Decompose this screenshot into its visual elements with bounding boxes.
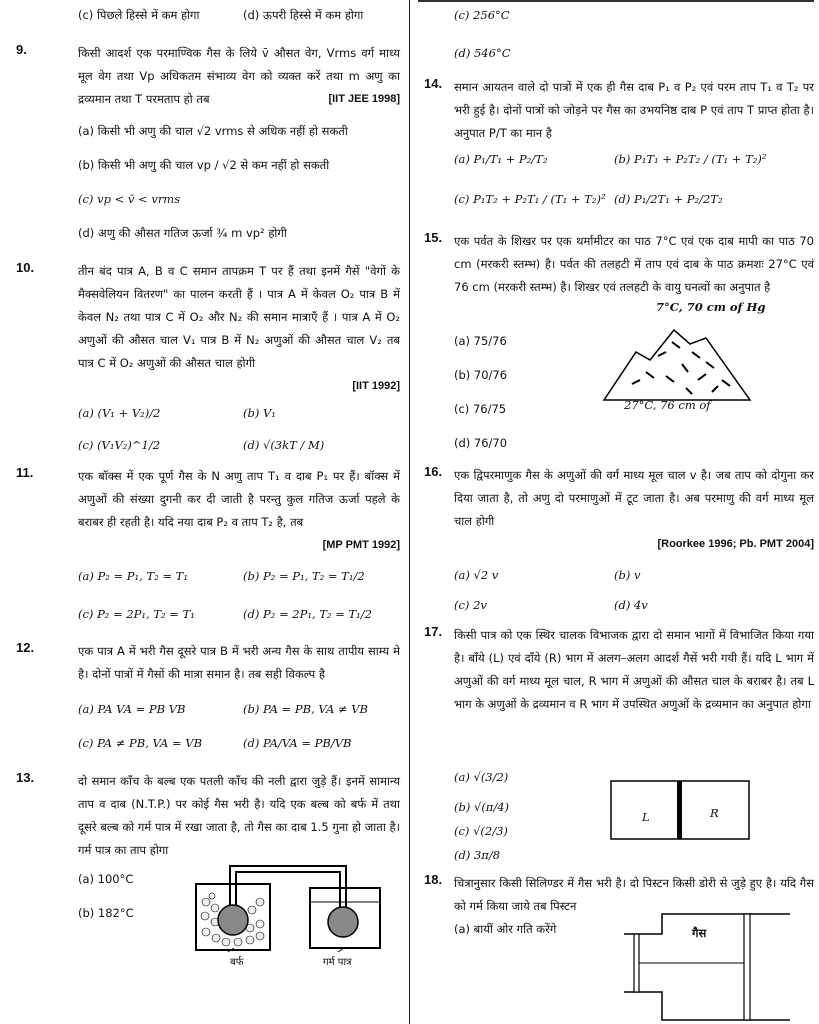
two-bulbs-figure: [188, 862, 388, 962]
option-d: (d) 546°C: [454, 46, 511, 60]
option-c: (c) √(2/3): [454, 824, 508, 838]
gas-label: गैस: [692, 926, 707, 940]
option-a: (a) P₁/T₁ + P₂/T₂: [454, 152, 548, 166]
large-piston: [744, 914, 750, 1020]
column-divider: [409, 0, 410, 1024]
partitioned-vessel-figure: [610, 780, 750, 840]
question-number: 10.: [16, 260, 35, 275]
question-number: 15.: [424, 230, 443, 245]
option-c: (c) vp < v̄ < vrms: [78, 192, 181, 206]
question-number: 18.: [424, 872, 443, 887]
right-part-label: R: [710, 806, 719, 820]
option-b: (b) 70/76: [454, 368, 508, 382]
option-d: (d) 4v: [614, 598, 648, 612]
option-a: (a) √2 v: [454, 568, 499, 582]
option-b: (b) 182°C: [78, 906, 134, 920]
option-d: (d) PA/VA = PB/VB: [243, 736, 352, 750]
option-c: (c) (V₁V₂)^1/2: [78, 438, 161, 452]
question-number: 16.: [424, 464, 443, 479]
option-c: (c) 76/75: [454, 402, 507, 416]
question-text: एक द्विपरमाणुक गैस के अणुओं की वर्ग माध्य मूल चाल v है। जब ताप को दोगुना कर दिया जाता है, तो अणु दो परमाणुओं में टूट जाता है। अब परमाणु की वर्ग माध्य मूल चाल होगी [Roorkee 1996; Pb. PMT 2004]: [454, 464, 814, 556]
ice-label: बर्फ: [230, 957, 244, 968]
option-b: (b) v: [614, 568, 641, 582]
option-c: (c) PA ≠ PB, VA = VB: [78, 736, 203, 750]
option-a: (a) (V₁ + V₂)/2: [78, 406, 161, 420]
option-d: (d) अणु की औसत गतिज ऊर्जा ¾ m vp² होगी: [78, 226, 287, 240]
top-rule: [418, 0, 814, 2]
exam-tag: [IIT 1992]: [352, 380, 400, 392]
question-number: 17.: [424, 624, 443, 639]
option-d: (d) ऊपरी हिस्से में कम होगा: [243, 8, 364, 22]
option-c: (c) पिछले हिस्से में कम होगा: [78, 8, 200, 22]
small-piston: [634, 934, 639, 992]
question-text: किसी आदर्श एक परमाण्विक गैस के लिये v̄ औसत वेग, Vrms वर्ग माध्य मूल वेग तथा Vp अधिकतम संभाव्य वेग को व्यक्त करें तथा m अणु का द्रव्यमान तथा T परमताप हो तब [IIT JEE 1998]: [78, 42, 400, 111]
question-number: 14.: [424, 76, 443, 91]
connecting-tube-inner: [236, 872, 340, 910]
option-c: (c) P₂ = 2P₁, T₂ = T₁: [78, 607, 195, 621]
option-d: (d) √(3kT / M): [243, 438, 325, 452]
question-number: 11.: [16, 465, 34, 480]
mountain-outline: [604, 330, 750, 400]
cylinder-bottom-wall: [624, 992, 790, 1020]
option-a: (a) P₂ = P₁, T₂ = T₁: [78, 569, 188, 583]
option-b: (b) P₁T₁ + P₂T₂ / (T₁ + T₂)²: [614, 152, 767, 166]
cylinder-pistons-figure: [622, 912, 792, 1022]
mountain-figure: [602, 322, 752, 402]
option-c: (c) 256°C: [454, 8, 510, 22]
base-label: 27°C, 76 cm of: [624, 398, 711, 412]
option-d: (d) 76/70: [454, 436, 508, 450]
question-text: समान आयतन वाले दो पात्रों में एक ही गैस दाब P₁ व P₂ एवं परम ताप T₁ व T₂ पर भरी हुई है। दोनों पात्रों को जोड़ने पर गैस का उभयनिष्ठ दाब P एवं ताप T प्राप्त होता है। अनुपात P/T का मान है: [454, 80, 814, 140]
summit-label: 7°C, 70 cm of Hg: [656, 300, 766, 314]
question-text: किसी पात्र को एक स्थिर चालक विभाजक द्वारा दो समान भागों में विभाजित किया गया है। बाँये (L) एवं दाँये (R) भाग में अलग–अलग आदर्श गैसें भरी गयी हैं। यदि L भाग में अणुओं की वर्ग माध्य मूल चाल, R भाग में अणुओं की औसत चाल के बराबर है। तब L भाग के अणुओं के द्रव्यमान व R भाग में उपस्थित अणुओं के द्रव्यमान का अनुपात होगा: [454, 628, 814, 711]
question-number: 13.: [16, 770, 35, 785]
question-text: एक बॉक्स में एक पूर्ण गैस के N अणु ताप T₁ व दाब P₁ पर हैं। बॉक्स में अणुओं की संख्या दुगनी कर दी जाती है परन्तु कुल गतिज ऊर्जा पहले के बराबर ही रहती है। यदि नया दाब P₂ व ताप T₂ है, तब [MP PMT 1992]: [78, 465, 400, 557]
option-a: (a) √(3/2): [454, 770, 509, 784]
exam-tag: [Roorkee 1996; Pb. PMT 2004]: [657, 538, 814, 550]
question-number: 9.: [16, 42, 27, 57]
question-text: दो समान काँच के बल्ब एक पतली काँच की नली द्वारा जुड़े हैं। इनमें सामान्य ताप व दाब (N.T.P.) पर कोई गैस भरी है। यदि एक बल्ब को बर्फ में तथा दूसरे बल्ब को गर्म पात्र में रखा जाता है, तो गैस का दाब 1.5 गुना हो जाता है। गर्म पात्र का ताप होगा: [78, 774, 400, 857]
option-a: (a) बायीं ओर गति करेंगे: [454, 922, 557, 936]
option-b: (b) किसी भी अणु की चाल vp / √2 से कम नहीं हो सकती: [78, 158, 330, 172]
option-d: (d) P₁/2T₁ + P₂/2T₂: [614, 192, 723, 206]
option-a: (a) किसी भी अणु की चाल √2 vrms से अधिक नहीं हो सकती: [78, 124, 348, 138]
exam-tag: [MP PMT 1992]: [322, 539, 400, 551]
cylinder-top-wall: [624, 914, 790, 934]
left-part-label: L: [642, 810, 650, 824]
option-a: (a) 100°C: [78, 872, 134, 886]
option-b: (b) P₂ = P₁, T₂ = T₁/2: [243, 569, 365, 583]
bulb-in-hot: [328, 907, 358, 937]
option-b: (b) V₁: [243, 406, 276, 420]
question-number: 12.: [16, 640, 35, 655]
option-a: (a) 75/76: [454, 334, 507, 348]
option-b: (b) √(π/4): [454, 800, 510, 814]
exam-tag: [IIT JEE 1998]: [328, 93, 400, 105]
hot-vessel-label: गर्म पात्र: [323, 957, 352, 968]
bulb-in-ice: [218, 905, 248, 935]
question-text: एक पर्वत के शिखर पर एक थर्मामीटर का पाठ 7°C एवं एक दाब मापी का पाठ 70 cm (मरकरी स्तम्भ) है। पर्वत की तलहटी में ताप एवं दाब के पाठ क्रमशः 27°C एवं 76 cm (मरकरी स्तम्भ) है। शिखर एवं तलहटी के वायु घनत्वों का अनुपात है: [454, 234, 814, 294]
option-d: (d) 3π/8: [454, 848, 501, 862]
question-text: तीन बंद पात्र A, B व C समान तापक्रम T पर हैं तथा इनमें गैसें "वेगों के मैक्सवेलियन वितरण" का पालन करती हैं । पात्र A में केवल O₂ पात्र B में केवल N₂ तथा पात्र C में O₂ और N₂ की समान मात्राएँ हैं । पात्र A में O₂ अणुओं की औसत चाल V₁ पात्र B में N₂ अणुओं की औसत चाल V₂ तब पात्र C में O₂ अणुओं की औसत चाल होगी [IIT 1992]: [78, 260, 400, 398]
option-c: (c) 2v: [454, 598, 487, 612]
option-b: (b) PA = PB, VA ≠ VB: [243, 702, 368, 716]
option-c: (c) P₁T₂ + P₂T₁ / (T₁ + T₂)²: [454, 192, 606, 206]
question-text: चित्रानुसार किसी सिलिण्डर में गैस भरी है। दो पिस्टन किसी डोरी से जुड़े हुए है। यदि गैस को गर्म किया जाये तब पिस्टन: [454, 876, 814, 913]
option-a: (a) PA VA = PB VB: [78, 702, 186, 716]
conducting-partition: [677, 781, 682, 839]
question-text: एक पात्र A में भरी गैस दूसरे पात्र B में भरी अन्य गैस के साथ तापीय साम्य मे है। दोनों पात्रों में गैसों की मात्रा समान है। तब सही विकल्प है: [78, 644, 400, 681]
option-d: (d) P₂ = 2P₁, T₂ = T₁/2: [243, 607, 372, 621]
